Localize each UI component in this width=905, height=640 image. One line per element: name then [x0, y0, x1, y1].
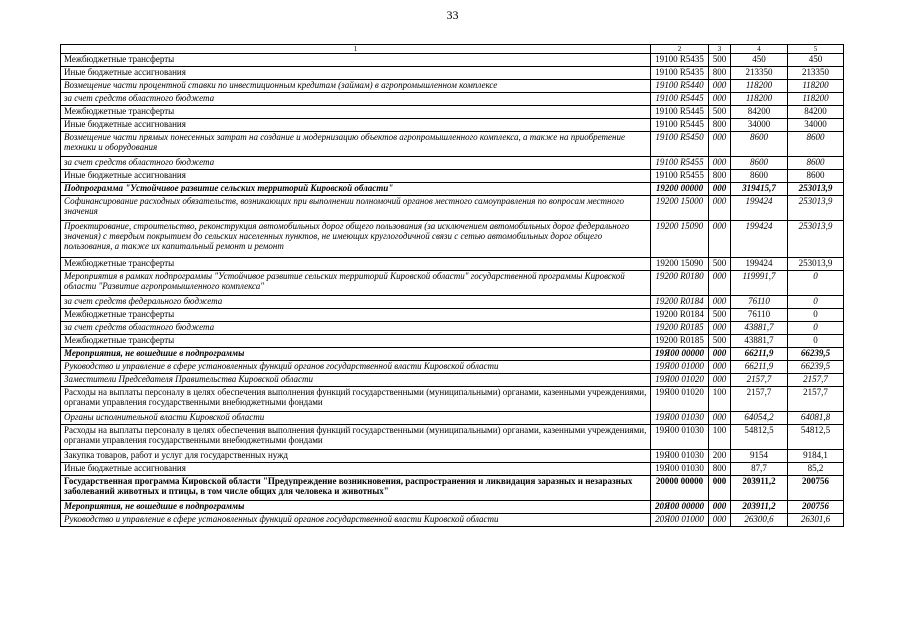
page-number: 33 — [446, 8, 459, 22]
row-type: 500 — [709, 106, 731, 119]
row-name: Заместители Председателя Правительства Кировской области — [61, 374, 651, 387]
row-type: 000 — [709, 348, 731, 361]
row-value-1: 84200 — [731, 106, 788, 119]
row-value-2: 54812,5 — [788, 425, 844, 450]
row-type: 500 — [709, 258, 731, 271]
row-value-1: 319415,7 — [731, 183, 788, 196]
row-name: за счет средств областного бюджета — [61, 93, 651, 106]
row-type: 000 — [709, 296, 731, 309]
row-value-1: 203911,2 — [731, 501, 788, 514]
row-code: 19200 15090 — [651, 221, 709, 258]
row-type: 000 — [709, 322, 731, 335]
row-type: 100 — [709, 425, 731, 450]
row-code: 19200 15090 — [651, 258, 709, 271]
table-row — [61, 119, 844, 132]
row-type: 000 — [709, 514, 731, 527]
column-header-type: 3 — [709, 45, 731, 54]
row-type: 800 — [709, 67, 731, 80]
row-value-2: 118200 — [788, 80, 844, 93]
row-value-2: 8600 — [788, 170, 844, 183]
row-value-2: 66239,5 — [788, 361, 844, 374]
row-value-2: 213350 — [788, 67, 844, 80]
table-row — [61, 54, 844, 67]
row-value-2: 253013,9 — [788, 196, 844, 221]
row-value-2: 64081,8 — [788, 412, 844, 425]
row-value-2: 253013,9 — [788, 221, 844, 258]
row-type: 500 — [709, 335, 731, 348]
row-code: 19200 R0184 — [651, 296, 709, 309]
row-name: Расходы на выплаты персоналу в целях обеспечения выполнения функций государственными (муниципальными) органами, казенными учреждениями, органами управления государственными внебюджетными фондами — [61, 387, 651, 412]
table-row — [61, 450, 844, 463]
table-row — [61, 183, 844, 196]
row-name: Закупка товаров, работ и услуг для государственных нужд — [61, 450, 651, 463]
row-code: 20000 00000 — [651, 476, 709, 501]
table-row — [61, 387, 844, 412]
row-value-1: 66211,9 — [731, 348, 788, 361]
row-code: 19100 R5455 — [651, 157, 709, 170]
row-type: 000 — [709, 476, 731, 501]
table-row — [61, 501, 844, 514]
row-value-1: 119991,7 — [731, 271, 788, 296]
row-name: за счет средств областного бюджета — [61, 322, 651, 335]
row-value-1: 43881,7 — [731, 335, 788, 348]
table-row — [61, 132, 844, 157]
row-name: Возмещение части процентной ставки по инвестиционным кредитам (займам) в агропромышленном комплексе — [61, 80, 651, 93]
row-code: 19200 00000 — [651, 183, 709, 196]
row-value-2: 118200 — [788, 93, 844, 106]
row-code: 19Я00 00000 — [651, 348, 709, 361]
row-value-1: 450 — [731, 54, 788, 67]
row-name: Иные бюджетные ассигнования — [61, 67, 651, 80]
row-type: 000 — [709, 80, 731, 93]
row-type: 000 — [709, 183, 731, 196]
row-value-1: 76110 — [731, 296, 788, 309]
table-row — [61, 296, 844, 309]
row-code: 19100 R5450 — [651, 132, 709, 157]
row-value-1: 26300,6 — [731, 514, 788, 527]
table-row — [61, 258, 844, 271]
row-type: 000 — [709, 132, 731, 157]
row-value-2: 0 — [788, 296, 844, 309]
row-value-1: 43881,7 — [731, 322, 788, 335]
row-type: 000 — [709, 157, 731, 170]
row-name: Межбюджетные трансферты — [61, 106, 651, 119]
row-name: Межбюджетные трансферты — [61, 309, 651, 322]
table-row — [61, 476, 844, 501]
row-value-1: 2157,7 — [731, 387, 788, 412]
row-type: 000 — [709, 374, 731, 387]
row-type: 500 — [709, 309, 731, 322]
row-name: Иные бюджетные ассигнования — [61, 170, 651, 183]
row-value-2: 0 — [788, 322, 844, 335]
row-value-2: 200756 — [788, 501, 844, 514]
row-name: Иные бюджетные ассигнования — [61, 463, 651, 476]
row-code: 19200 R0180 — [651, 271, 709, 296]
table-row — [61, 93, 844, 106]
row-value-2: 84200 — [788, 106, 844, 119]
row-code: 19Я00 01030 — [651, 450, 709, 463]
row-name: Расходы на выплаты персоналу в целях обеспечения выполнения функций государственными (муниципальными) органами, казенными учреждениями, органами управления государственными внебюджетными фондами — [61, 425, 651, 450]
row-value-2: 26301,6 — [788, 514, 844, 527]
row-value-1: 203911,2 — [731, 476, 788, 501]
row-value-1: 76110 — [731, 309, 788, 322]
table-row — [61, 271, 844, 296]
table-row — [61, 309, 844, 322]
row-name: Мероприятия, не вошедшие в подпрограммы — [61, 348, 651, 361]
column-header-value-1: 4 — [731, 45, 788, 54]
row-value-1: 8600 — [731, 157, 788, 170]
row-value-1: 64054,2 — [731, 412, 788, 425]
row-code: 19100 R5445 — [651, 119, 709, 132]
row-value-2: 8600 — [788, 157, 844, 170]
row-name: Органы исполнительной власти Кировской области — [61, 412, 651, 425]
row-code: 19100 R5455 — [651, 170, 709, 183]
row-code: 19Я00 01020 — [651, 387, 709, 412]
row-type: 000 — [709, 271, 731, 296]
column-header-name: 1 — [61, 45, 651, 54]
row-value-1: 87,7 — [731, 463, 788, 476]
table-row — [61, 335, 844, 348]
row-name: Иные бюджетные ассигнования — [61, 119, 651, 132]
table-row — [61, 106, 844, 119]
budget-table — [60, 44, 844, 527]
table-body — [61, 54, 844, 527]
row-code: 19200 R0185 — [651, 322, 709, 335]
column-number-row — [61, 45, 844, 54]
table-row — [61, 361, 844, 374]
table-row — [61, 196, 844, 221]
row-value-2: 0 — [788, 309, 844, 322]
row-value-1: 118200 — [731, 93, 788, 106]
row-name: за счет средств областного бюджета — [61, 157, 651, 170]
row-value-2: 253013,9 — [788, 258, 844, 271]
row-type: 800 — [709, 463, 731, 476]
row-name: Межбюджетные трансферты — [61, 54, 651, 67]
row-name: Мероприятия в рамках подпрограммы "Устойчивое развитие сельских территорий Кировской области" государственной программы Кировской области "Развитие агропромышленного комплекса" — [61, 271, 651, 296]
row-name: Межбюджетные трансферты — [61, 335, 651, 348]
row-code: 19200 R0184 — [651, 309, 709, 322]
row-code: 19100 R5435 — [651, 67, 709, 80]
row-code: 19100 R5445 — [651, 93, 709, 106]
row-name: Государственная программа Кировской области "Предупреждение возникновения, распространения и ликвидация заразных и незаразных заболеваний животных и птицы, в том числе общих для человека и животных" — [61, 476, 651, 501]
row-value-2: 66239,5 — [788, 348, 844, 361]
row-type: 000 — [709, 361, 731, 374]
row-type: 000 — [709, 412, 731, 425]
row-value-2: 85,2 — [788, 463, 844, 476]
row-code: 20Я00 00000 — [651, 501, 709, 514]
row-value-2: 34000 — [788, 119, 844, 132]
row-value-1: 199424 — [731, 196, 788, 221]
row-code: 19Я00 01030 — [651, 463, 709, 476]
row-code: 20Я00 01000 — [651, 514, 709, 527]
table-row — [61, 425, 844, 450]
row-type: 800 — [709, 119, 731, 132]
row-code: 19200 R0185 — [651, 335, 709, 348]
table-row — [61, 463, 844, 476]
row-value-2: 253013,9 — [788, 183, 844, 196]
table-row — [61, 322, 844, 335]
row-value-1: 8600 — [731, 132, 788, 157]
row-value-2: 0 — [788, 335, 844, 348]
row-value-2: 450 — [788, 54, 844, 67]
row-name: Межбюджетные трансферты — [61, 258, 651, 271]
row-value-1: 66211,9 — [731, 361, 788, 374]
row-value-2: 2157,7 — [788, 387, 844, 412]
table-row — [61, 412, 844, 425]
row-type: 000 — [709, 501, 731, 514]
row-value-1: 54812,5 — [731, 425, 788, 450]
row-name: за счет средств федерального бюджета — [61, 296, 651, 309]
row-code: 19Я00 01020 — [651, 374, 709, 387]
row-value-2: 9184,1 — [788, 450, 844, 463]
row-name: Руководство и управление в сфере установленных функций органов государственной власти Кировской области — [61, 361, 651, 374]
table-row — [61, 170, 844, 183]
row-value-2: 2157,7 — [788, 374, 844, 387]
row-value-1: 2157,7 — [731, 374, 788, 387]
table-row — [61, 374, 844, 387]
table-row — [61, 514, 844, 527]
column-header-code: 2 — [651, 45, 709, 54]
row-code: 19Я00 01030 — [651, 425, 709, 450]
row-type: 000 — [709, 221, 731, 258]
table-row — [61, 348, 844, 361]
row-type: 500 — [709, 54, 731, 67]
row-value-1: 213350 — [731, 67, 788, 80]
table-row — [61, 80, 844, 93]
row-value-1: 199424 — [731, 221, 788, 258]
table-row — [61, 157, 844, 170]
row-value-1: 118200 — [731, 80, 788, 93]
row-type: 200 — [709, 450, 731, 463]
row-name: Подпрограмма "Устойчивое развитие сельских территорий Кировской области" — [61, 183, 651, 196]
row-value-2: 8600 — [788, 132, 844, 157]
row-name: Софинансирование расходных обязательств, возникающих при выполнении полномочий органов местного самоуправления по вопросам местного значения — [61, 196, 651, 221]
row-value-1: 9154 — [731, 450, 788, 463]
row-name: Мероприятия, не вошедшие в подпрограммы — [61, 501, 651, 514]
row-value-2: 0 — [788, 271, 844, 296]
row-value-1: 199424 — [731, 258, 788, 271]
row-code: 19100 R5440 — [651, 80, 709, 93]
row-name: Руководство и управление в сфере установленных функций органов государственной власти Кировской области — [61, 514, 651, 527]
row-type: 800 — [709, 170, 731, 183]
row-code: 19100 R5435 — [651, 54, 709, 67]
row-type: 000 — [709, 93, 731, 106]
row-code: 19Я00 01000 — [651, 361, 709, 374]
table-row — [61, 221, 844, 258]
row-code: 19100 R5445 — [651, 106, 709, 119]
row-name: Проектирование, строительство, реконструкция автомобильных дорог общего пользования (за исключением автомобильных дорог федерального значения) с твердым покрытием до сельских населенных пунктов, не имеющих круглогодичной связи с сетью автомобильных дорог общего пользования, а также их капитальный ремонт и ремонт — [61, 221, 651, 258]
row-code: 19200 15000 — [651, 196, 709, 221]
row-value-2: 200756 — [788, 476, 844, 501]
row-value-1: 8600 — [731, 170, 788, 183]
table-row — [61, 67, 844, 80]
row-type: 100 — [709, 387, 731, 412]
row-value-1: 34000 — [731, 119, 788, 132]
column-header-value-2: 5 — [788, 45, 844, 54]
row-code: 19Я00 01030 — [651, 412, 709, 425]
row-type: 000 — [709, 196, 731, 221]
row-name: Возмещение части прямых понесенных затрат на создание и модернизацию объектов агропромышленного комплекса, а также на приобретение техники и оборудования — [61, 132, 651, 157]
